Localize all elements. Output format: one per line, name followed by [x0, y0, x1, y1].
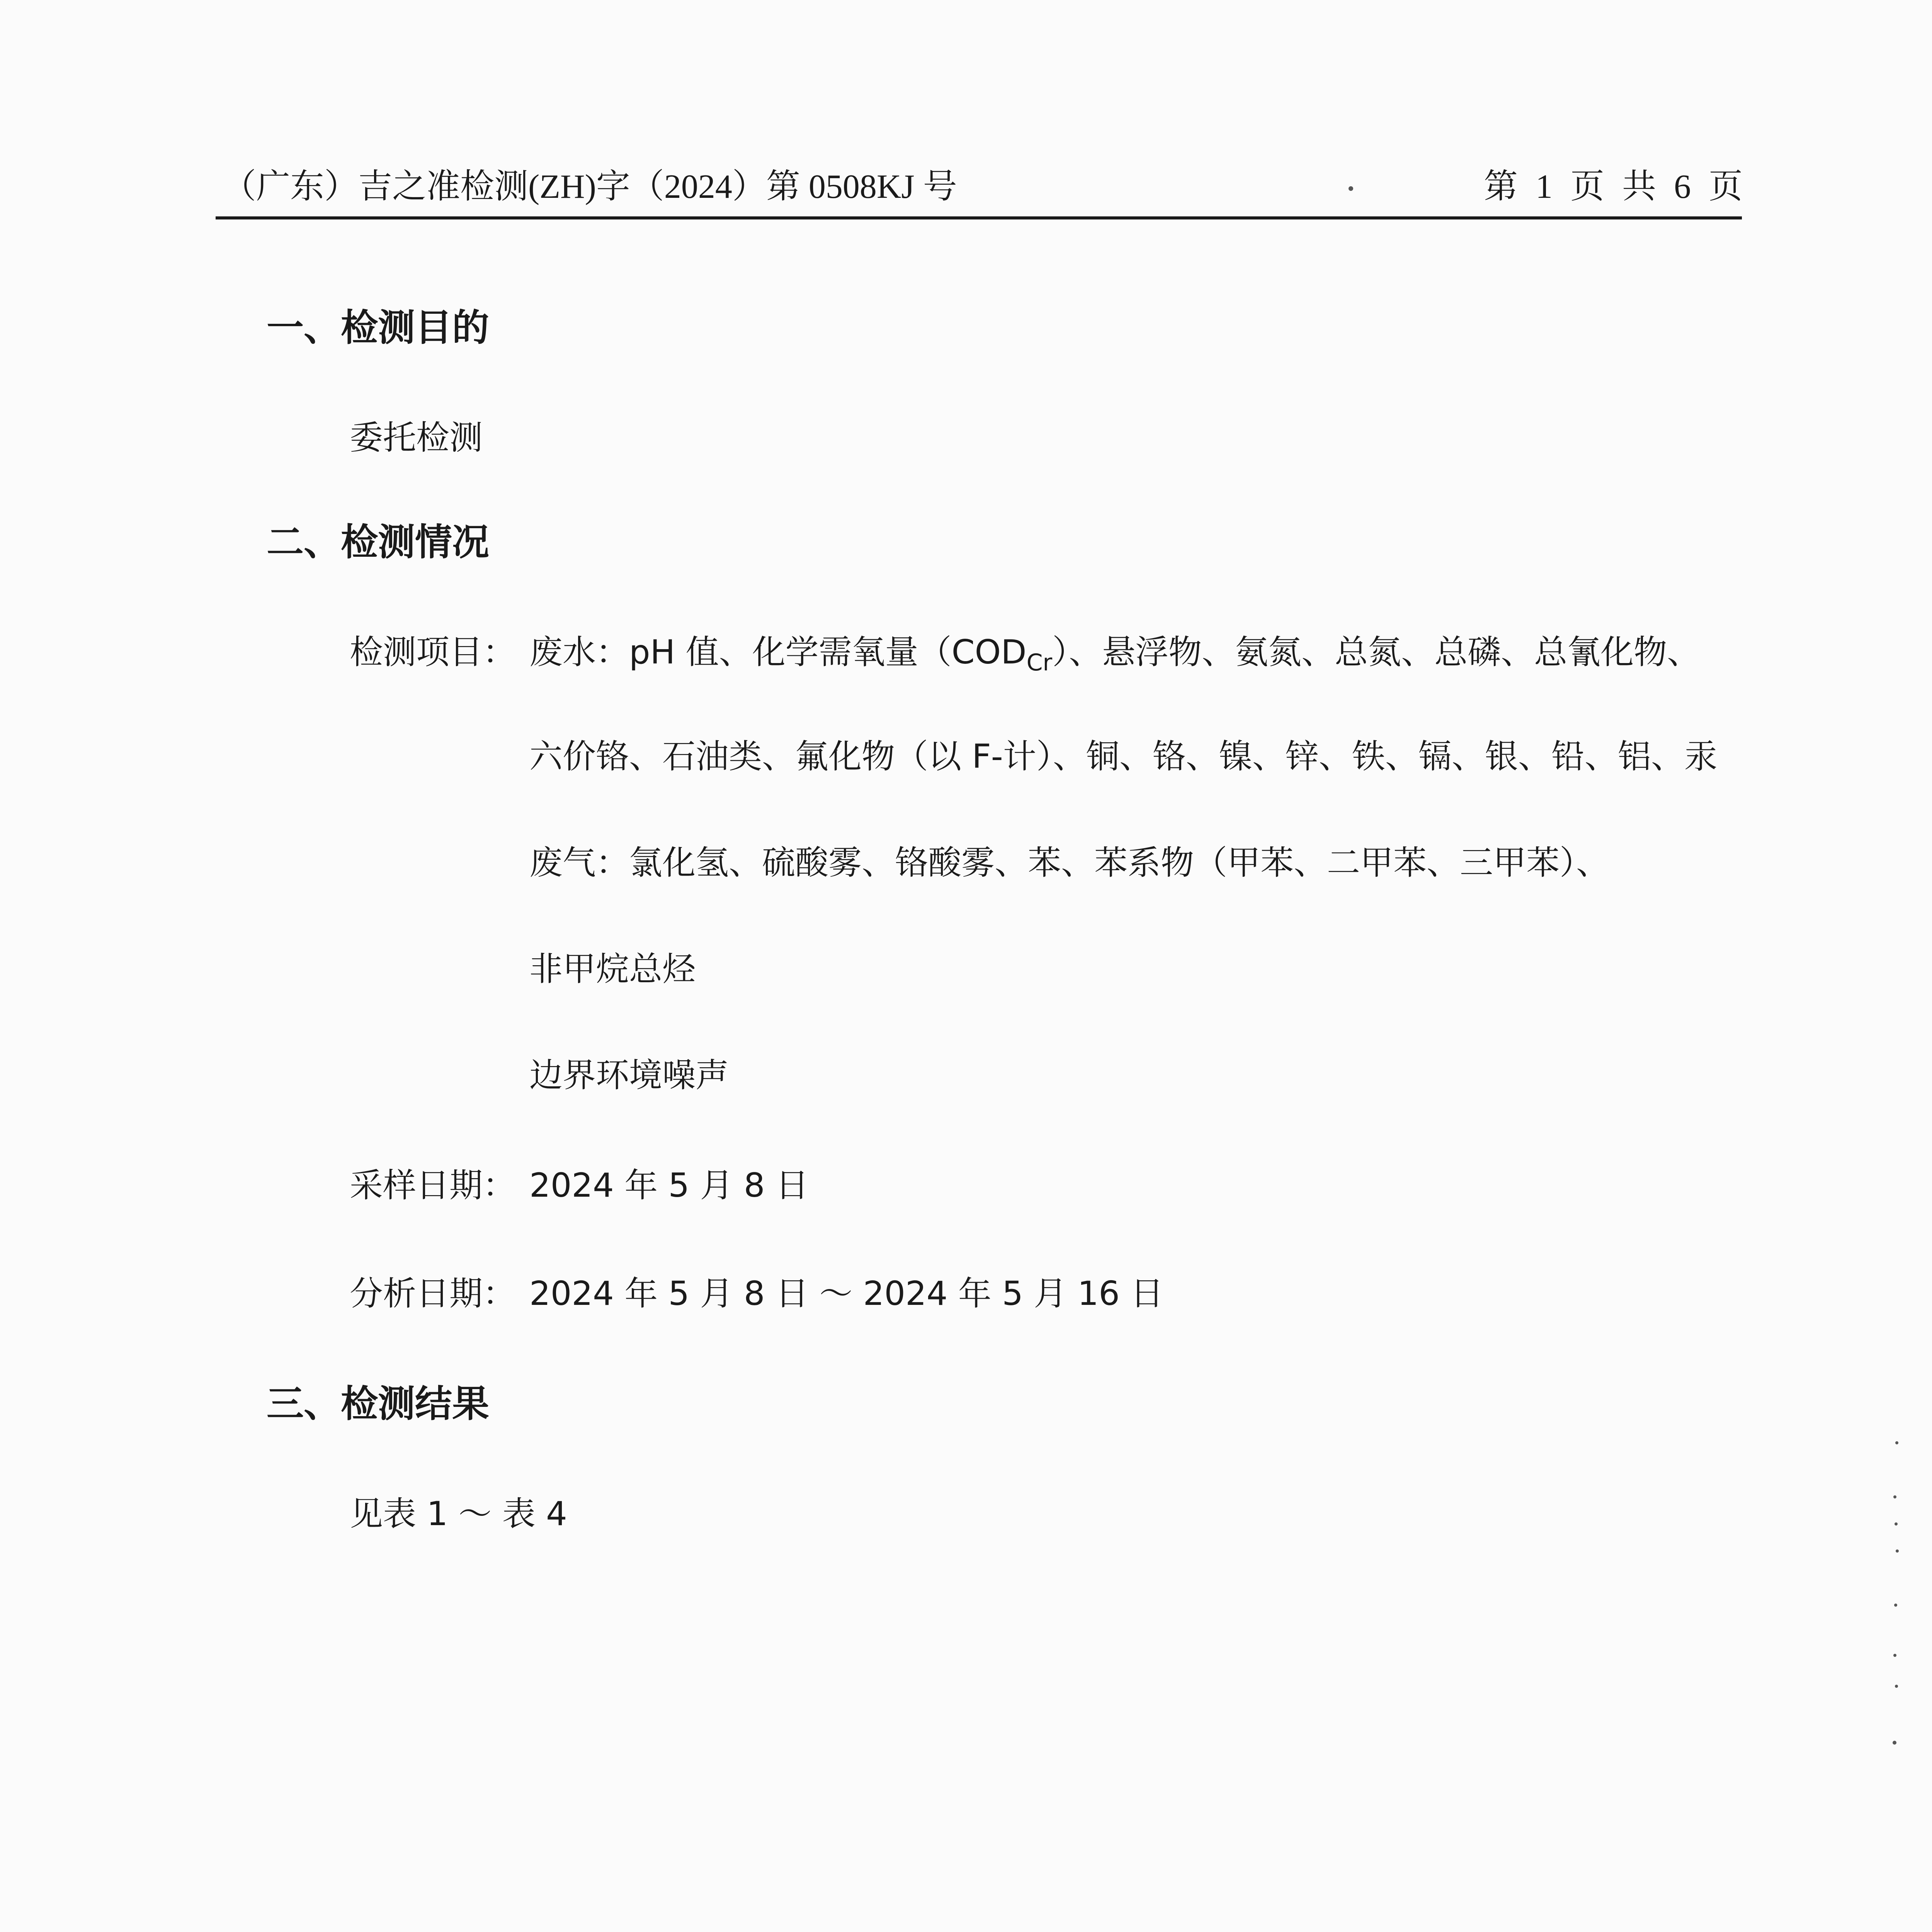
section-3-body: 见表 1 ～ 表 4: [350, 1495, 567, 1533]
noise-item: 边界环境噪声: [529, 1056, 729, 1095]
water-items-line-2: 六价铬、石油类、氟化物（以 F-计）、铜、铬、镍、锌、铁、镉、银、铅、铝、汞: [529, 737, 1718, 776]
analysis-date-value: 2024 年 5 月 8 日 ～ 2024 年 5 月 16 日: [529, 1274, 1164, 1313]
cod-subscript: Cr: [1026, 649, 1053, 676]
section-1-body: 委托检测: [350, 418, 483, 457]
scan-speck: [1896, 1549, 1899, 1553]
water-suffix: ）、悬浮物、氨氮、总氮、总磷、总氰化物、: [1052, 633, 1701, 672]
scan-speck: [1893, 1741, 1896, 1745]
sampling-date-label: 采样日期：: [350, 1166, 516, 1205]
section-2-title: 二、检测情况: [267, 520, 489, 564]
report-number: （广东）吉之准检测(ZH)字（2024）第 0508KJ 号: [222, 168, 957, 206]
section-3-title: 三、检测结果: [267, 1382, 489, 1425]
scan-speck: [1895, 1441, 1898, 1444]
analysis-date-label: 分析日期：: [350, 1274, 516, 1313]
page-info: 第 1 页 共 6 页: [1484, 168, 1748, 206]
water-prefix: 废水：pH 值、化学需氧量（COD: [529, 633, 1027, 672]
items-label: 检测项目：: [350, 633, 516, 672]
scan-speck: [1893, 1495, 1896, 1498]
scan-speck: [1349, 186, 1353, 191]
scan-speck: [1895, 1685, 1898, 1688]
section-1-title: 一、检测目的: [267, 306, 489, 349]
gas-items-line-1: 废气：氯化氢、硫酸雾、铬酸雾、苯、苯系物（甲苯、二甲苯、三甲苯）、: [529, 844, 1609, 882]
gas-items-line-2: 非甲烷总烃: [529, 950, 696, 988]
water-items-line-1: [529, 633, 1701, 676]
scan-speck: [1895, 1522, 1898, 1526]
scan-speck: [1893, 1654, 1896, 1657]
header-rule: [216, 216, 1742, 219]
sampling-date-value: 2024 年 5 月 8 日: [529, 1166, 809, 1205]
scan-speck: [1894, 1604, 1897, 1607]
